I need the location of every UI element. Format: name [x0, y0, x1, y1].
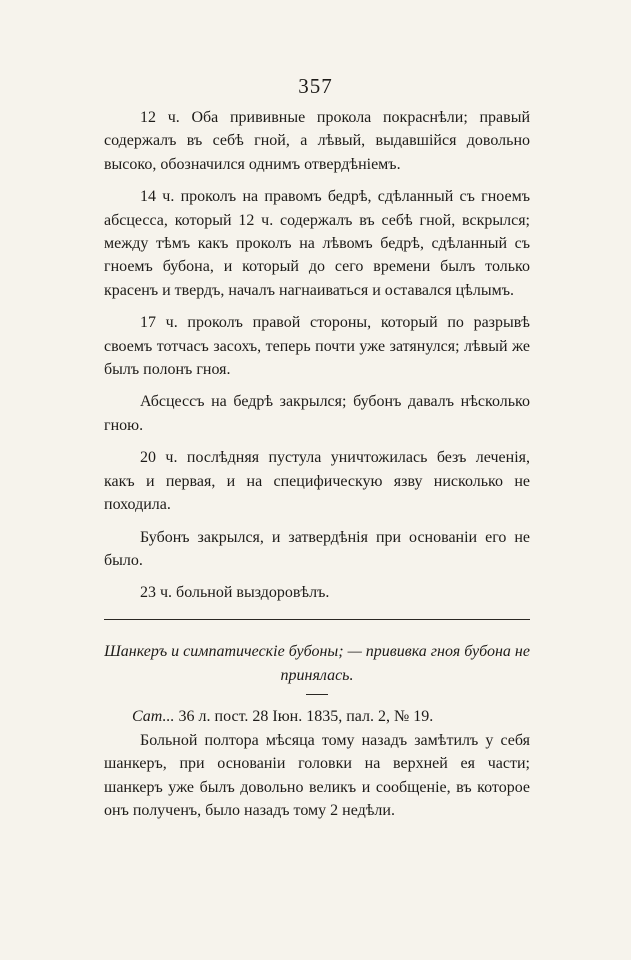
paragraph-14h: 14 ч. проколъ на правомъ бедрѣ, сдѣланный съ гноемъ абсцесса, который 12 ч. содержалъ въ себѣ гной, вскрылся; между тѣмъ какъ проколъ на лѣвомъ бедрѣ, сдѣланный съ гноемъ бубона, и который до сего времени былъ только красенъ и твердъ, началъ нагнаиваться и оставался цѣлымъ.	[104, 188, 530, 299]
paragraph-23h: 23 ч. больной выздоровѣлъ.	[140, 584, 330, 602]
case-reference	[104, 705, 530, 729]
case-details: 36 л. пост. 28 Іюн. 1835, пал. 2, № 19.	[178, 707, 434, 725]
case-paragraph: Больной полтора мѣсяца тому назадъ замѣтилъ у себя шанкеръ, при основаніи головки на верхней ея части; шанкеръ уже былъ довольно великъ и сообщеніе, въ которое онъ полученъ, было назадъ тому 2 недѣли.	[104, 731, 530, 819]
section-heading: Шанкеръ и симпатическіе бубоны; — прививка гноя бубона не принялась.	[104, 642, 530, 684]
section-divider	[104, 619, 530, 620]
paragraph-12h: 12 ч. Оба прививные прокола покраснѣли; правый содержалъ въ себѣ гной, а лѣвый, выдавшійся довольно высоко, обозначился однимъ отвердѣніемъ.	[104, 109, 530, 173]
body-text	[104, 106, 530, 822]
patient-name: Сат...	[132, 707, 175, 725]
paragraph-abscess: Абсцессъ на бедрѣ закрылся; бубонъ давалъ нѣсколько гною.	[104, 393, 530, 434]
paragraph-bubo-closed: Бубонъ закрылся, и затвердѣнія при основаніи его не было.	[104, 528, 530, 569]
paragraph-17h: 17 ч. проколъ правой стороны, который по разрывѣ своемъ тотчасъ засохъ, теперь почти уже затянулся; лѣвый же былъ полонъ гноя.	[104, 314, 530, 379]
page-number: 357	[298, 74, 333, 98]
paragraph-20h: 20 ч. послѣдняя пустула уничтожилась безъ леченія, какъ и первая, и на специфическую язву нисколько не походила.	[104, 449, 530, 514]
heading-underline	[306, 694, 328, 695]
